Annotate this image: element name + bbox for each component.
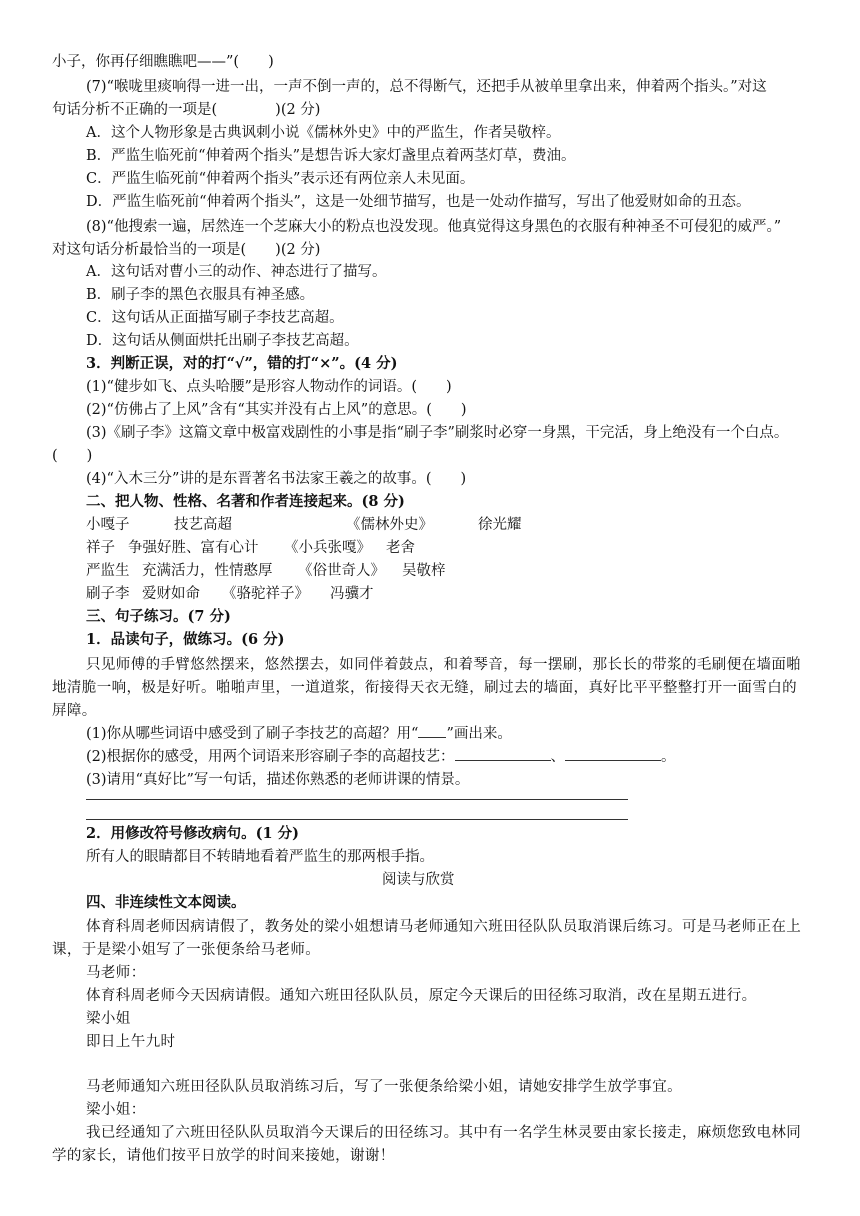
period: 。 xyxy=(661,749,676,765)
match-row-3-trait: 充满活力，性情憨厚 xyxy=(142,563,273,579)
subquestion-1-text-end: ”画出来。 xyxy=(446,726,512,742)
match-row-4-author: 冯骥才 xyxy=(330,586,374,602)
option-a: A．这句话对曹小三的动作、神态进行了描写。 xyxy=(86,264,387,280)
text-line: 小子，你再仔细瞧瞧吧——”( ) xyxy=(52,54,274,70)
subquestion-3: (3)请用“真好比”写一句话，描述你熟悉的老师讲课的情景。 xyxy=(86,772,470,788)
question-8-stem: (8)“他搜索一遍，居然连一个芝麻大小的粉点也没发现。他真觉得这身黑色的衣服有种神圣不可侵犯的威严。” xyxy=(86,219,782,235)
question-7-prompt: 句话分析不正确的一项是( )(2 分) xyxy=(52,102,321,118)
passage-line: 屏障。 xyxy=(52,703,97,719)
option-b: B．刷子李的黑色衣服具有神圣感。 xyxy=(86,287,315,303)
option-c: C．严监生临死前“伸着两个指头”表示还有两位亲人未见面。 xyxy=(86,171,475,187)
option-b: B．严监生临死前“伸着两个指头”是想告诉大家灯盏里点着两茎灯草，费油。 xyxy=(86,148,576,164)
note-body: 体育科周老师今天因病请假。通知六班田径队队员，原定今天课后的田径练习取消，改在星期五进行。 xyxy=(86,988,757,1004)
judge-item-2: (2)“仿佛占了上风”含有“其实并没有占上风”的意思。( ) xyxy=(86,402,467,418)
match-row-4-trait: 爱财如命 xyxy=(142,586,200,602)
passage-line: 马老师通知六班田径队队员取消练习后，写了一张便条给梁小姐，请她安排学生放学事宜。 xyxy=(86,1079,682,1095)
match-row-1-book: 《儒林外史》 xyxy=(346,517,433,533)
match-row-1-author: 徐光耀 xyxy=(478,517,522,533)
match-row-3-book: 《俗世奇人》 xyxy=(298,563,385,579)
match-row-3-person: 严监生 xyxy=(86,563,130,579)
option-d: D．这句话从侧面烘托出刷子李技艺高超。 xyxy=(86,333,359,349)
note-salutation: 马老师： xyxy=(86,965,146,981)
answer-blank-1[interactable] xyxy=(455,760,551,761)
question-8-prompt: 对这句话分析最恰当的一项是( )(2 分) xyxy=(52,242,321,258)
question-3-heading: 3．判断正误，对的打“√”，错的打“×”。(4 分) xyxy=(86,355,398,372)
question-7-stem: (7)“喉咙里痰响得一进一出，一声不倒一声的，总不得断气，还把手从被单里拿出来，伸着两个指头。”对这 xyxy=(86,79,767,95)
subquestion-2-text: (2)根据你的感受，用两个词语来形容刷子李的高超技艺： xyxy=(86,749,455,765)
match-row-2-trait: 争强好胜、富有心计 xyxy=(128,540,259,556)
passage-line: 课，于是梁小姐写了一张便条给马老师。 xyxy=(52,942,321,958)
section-2-heading: 二、把人物、性格、名著和作者连接起来。(8 分) xyxy=(86,493,405,510)
judge-item-4: (4)“入木三分”讲的是东晋著名书法家王羲之的故事。( ) xyxy=(86,471,467,487)
sentence-practice-2-heading: 2．用修改符号修改病句。(1 分) xyxy=(86,825,299,842)
passage-line: 只见师傅的手臂悠然摆来，悠然摆去，如同伴着鼓点，和着琴音，每一摆刷，那长长的带浆的毛刷便在墙面啪 xyxy=(86,657,802,673)
note-body: 我已经通知了六班田径队队员取消今天课后的田径练习。其中有一名学生林灵要由家长接走，麻烦您致电林同 xyxy=(86,1125,802,1141)
note-salutation: 梁小姐： xyxy=(86,1102,146,1118)
option-c: C．这句话从正面描写刷子李技艺高超。 xyxy=(86,310,344,326)
match-row-2-book: 《小兵张嘎》 xyxy=(284,540,371,556)
note-body: 学的家长，请他们按平日放学的时间来接她，谢谢！ xyxy=(52,1148,395,1164)
match-row-1-trait: 技艺高超 xyxy=(174,517,232,533)
match-row-2-author: 老舍 xyxy=(386,540,415,556)
note-signature: 梁小姐 xyxy=(86,1011,131,1027)
match-row-2-person: 祥子 xyxy=(86,540,115,556)
section-3-heading: 三、句子练习。(7 分) xyxy=(86,608,231,625)
part-title: 阅读与欣赏 xyxy=(382,872,455,888)
answer-blank-2[interactable] xyxy=(565,760,661,761)
subquestion-1 xyxy=(86,724,512,744)
match-row-1-person: 小嘎子 xyxy=(86,517,130,533)
match-row-4-book: 《骆驼祥子》 xyxy=(222,586,309,602)
match-row-3-author: 吴敬梓 xyxy=(402,563,446,579)
faulty-sentence: 所有人的眼睛都目不转睛地看着严监生的那两根手指。 xyxy=(86,849,434,865)
underline-sample xyxy=(418,737,446,738)
subquestion-1-text: (1)你从哪些词语中感受到了刷子李技艺的高超？用“ xyxy=(86,726,419,742)
option-a: A．这个人物形象是古典讽刺小说《儒林外史》中的严监生，作者吴敬梓。 xyxy=(86,125,561,141)
judge-item-1: (1)“健步如飞、点头哈腰”是形容人物动作的词语。( ) xyxy=(86,379,452,395)
judge-item-3: (3)《刷子李》这篇文章中极富戏剧性的小事是指“刷子李”刷浆时必穿一身黑，干完活，身上绝没有一个白点。 xyxy=(86,425,789,441)
note-time: 即日上午九时 xyxy=(86,1034,176,1050)
judge-item-3-bracket: ( ) xyxy=(52,448,93,464)
separator: 、 xyxy=(550,749,566,765)
section-4-heading: 四、非连续性文本阅读。 xyxy=(86,894,246,911)
passage-line: 地清脆一响，极是好听。啪啪声里，一道道浆，衔接得天衣无缝，刷过去的墙面，真好比平平整整打开一面雪白的 xyxy=(52,680,797,696)
answer-line-1[interactable] xyxy=(86,799,628,800)
passage-line: 体育科周老师因病请假了，教务处的梁小姐想请马老师通知六班田径队队员取消课后练习。可是马老师正在上 xyxy=(86,919,802,935)
match-row-4-person: 刷子李 xyxy=(86,586,130,602)
subquestion-2 xyxy=(86,747,676,767)
answer-line-2[interactable] xyxy=(86,819,628,820)
sentence-practice-1-heading: 1．品读句子，做练习。(6 分) xyxy=(86,631,285,648)
option-d: D．严监生临死前“伸着两个指头”，这是一处细节描写，也是一处动作描写，写出了他爱财如命的丑态。 xyxy=(86,194,751,210)
